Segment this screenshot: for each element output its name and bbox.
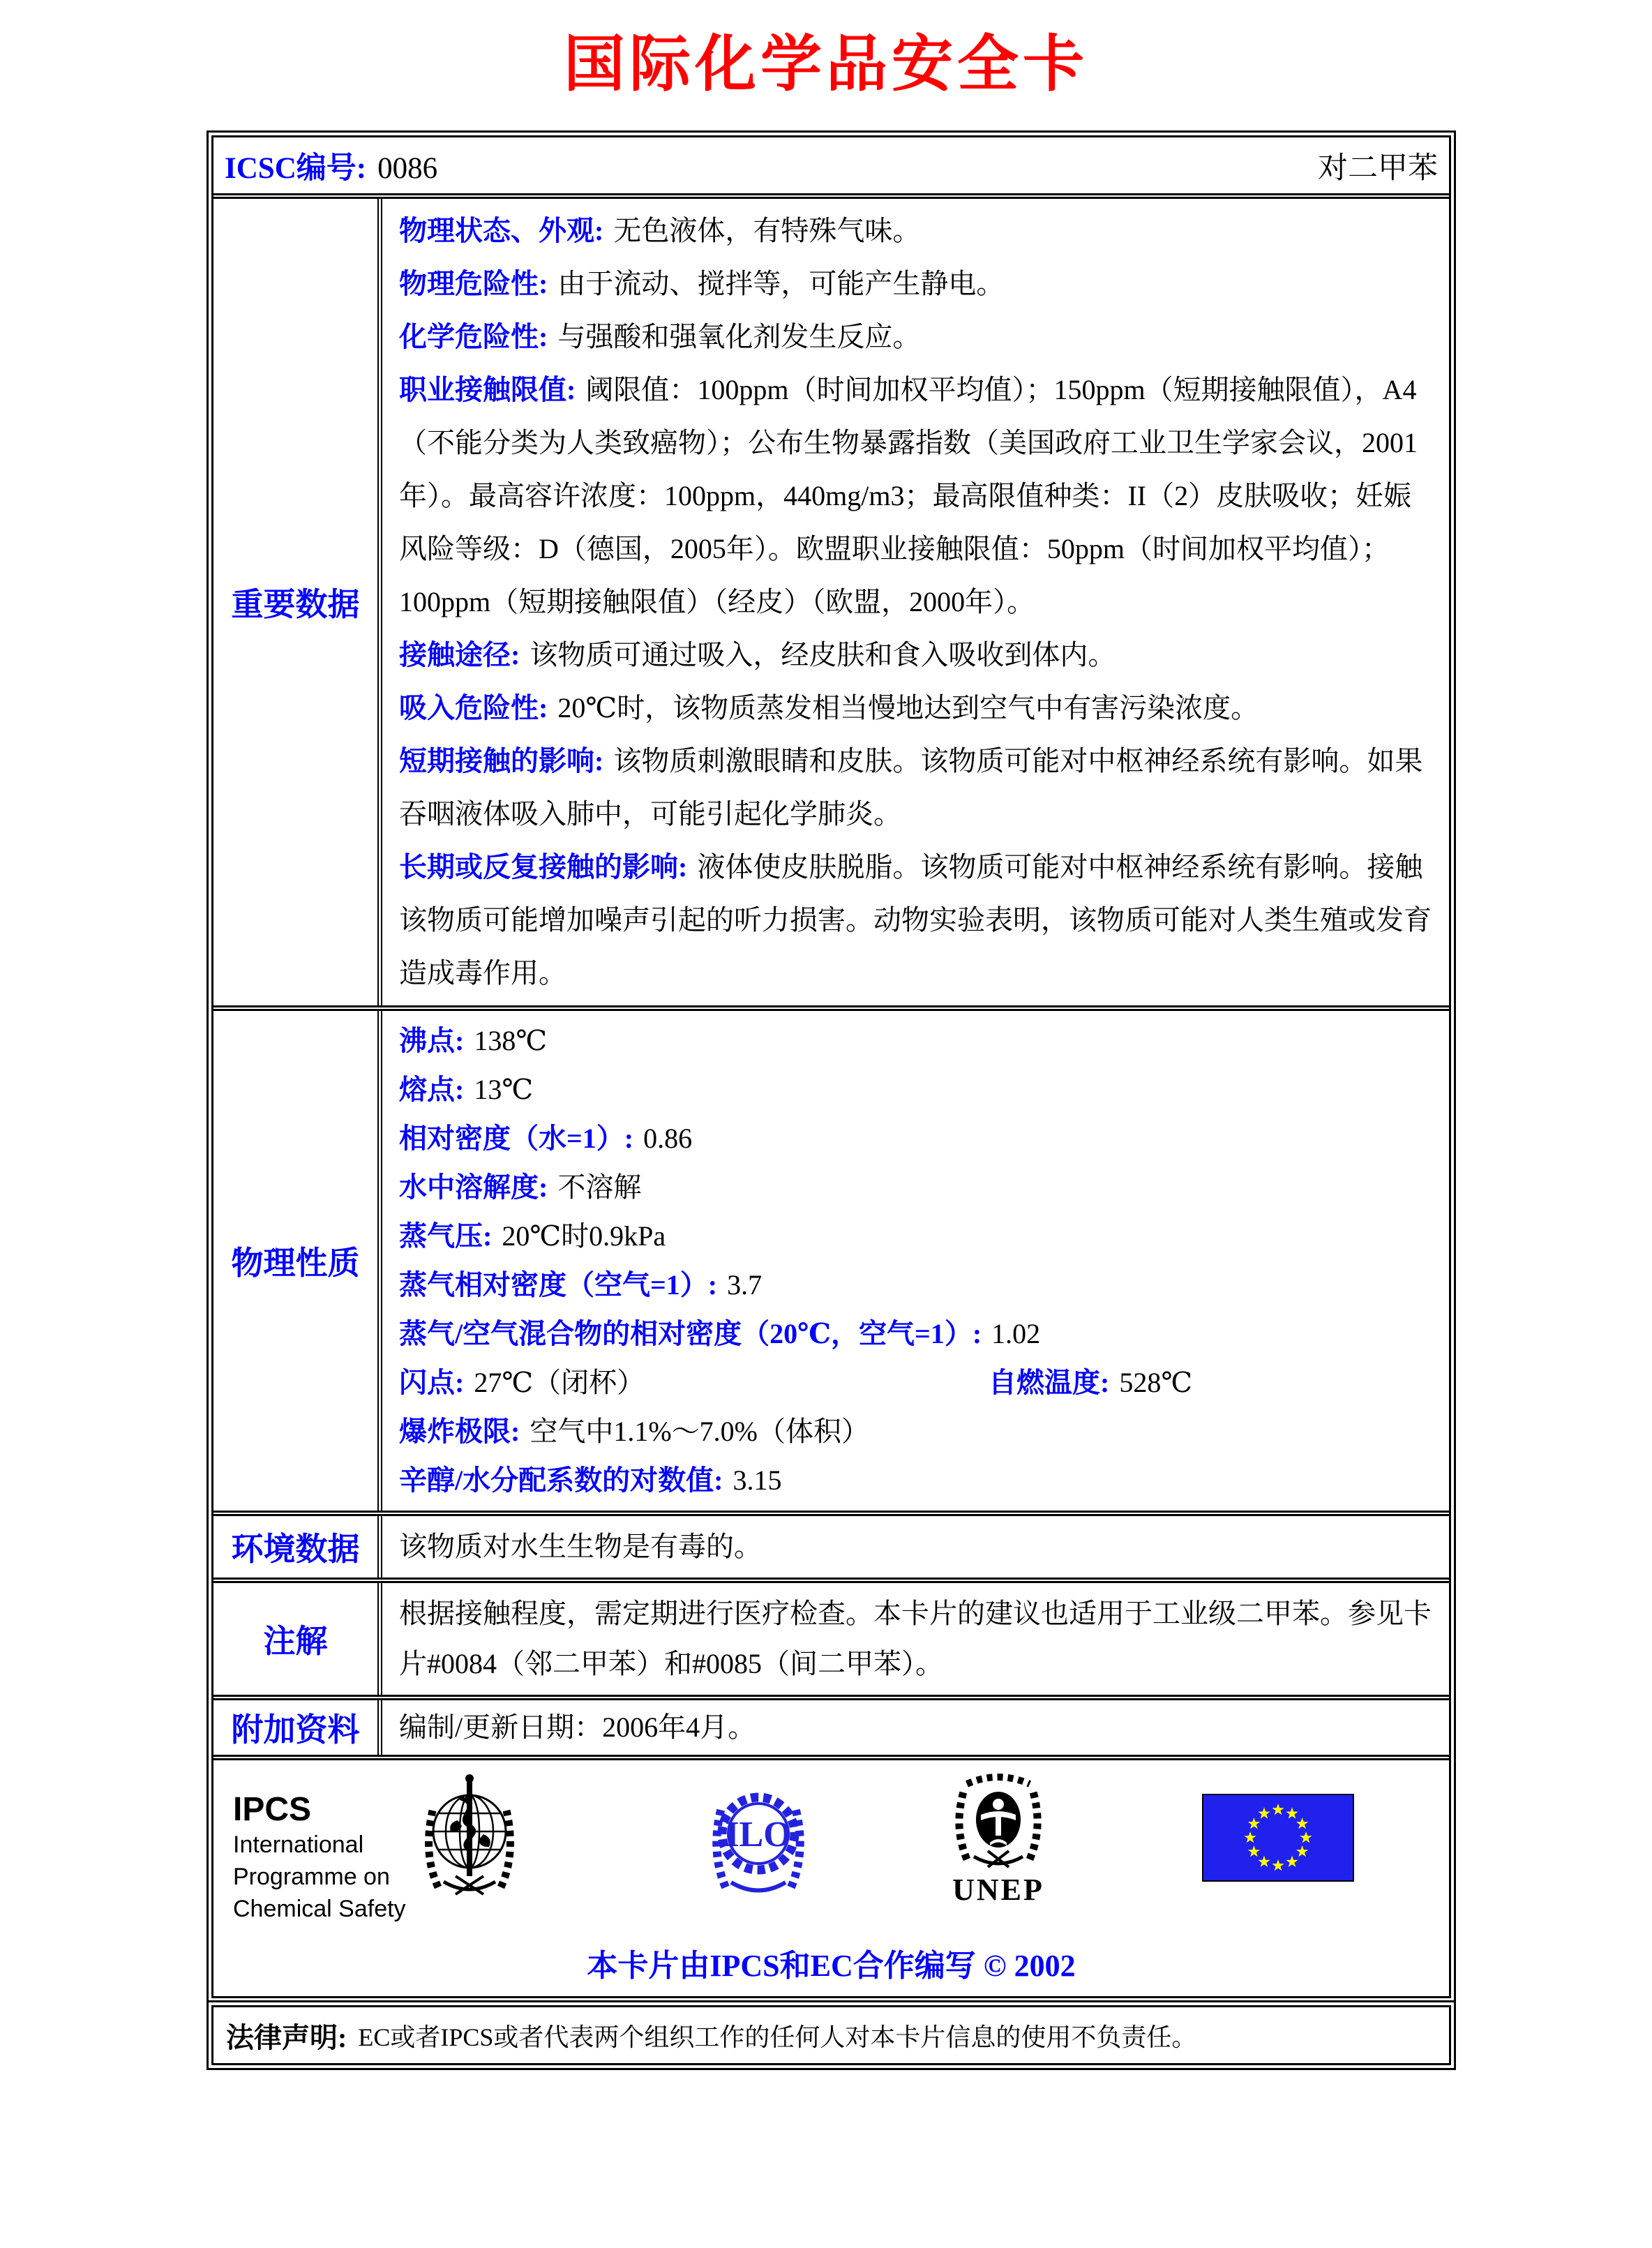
icsc-card-table bbox=[206, 130, 1456, 2003]
important-item: 物理状态、外观: 无色液体，有特殊气味。 bbox=[399, 215, 921, 246]
ipcs-subtitle-line: International bbox=[233, 1831, 364, 1858]
icsc-header-row bbox=[213, 137, 1449, 199]
unep-logo-icon bbox=[939, 1767, 1058, 1906]
section-label-notes: 注解 bbox=[213, 1583, 382, 1695]
ilo-logo-icon bbox=[706, 1774, 811, 1907]
section-label-additional-info: 附加资料 bbox=[213, 1700, 382, 1755]
phys-flash-point-line bbox=[399, 1358, 1432, 1407]
section-environmental-data bbox=[213, 1516, 1449, 1583]
copyright-line: 本卡片由IPCS和EC合作编写 © 2002 bbox=[587, 1949, 1076, 1983]
eu-flag-icon bbox=[1202, 1794, 1354, 1885]
phys-vapor-air-density: 蒸气/空气混合物的相对密度（20℃，空气=1）: 1.02 bbox=[399, 1318, 1041, 1349]
important-item: 长期或反复接触的影响: 液体使皮肤脱脂。该物质可能对中枢神经系统有影响。接触该物质可能增加噪声引起的听力损害。动物实验表明，该物质可能对人类生殖或发育造成毒作用。 bbox=[399, 851, 1432, 989]
additional-info-content: 编制/更新日期：2006年4月。 bbox=[399, 1711, 756, 1743]
ipcs-subtitle-line: Chemical Safety bbox=[233, 1896, 406, 1922]
phys-flash-point: 闪点: 27℃（闭杯） bbox=[399, 1367, 645, 1398]
phys-autoignition-temp: 自燃温度: 528℃ bbox=[989, 1367, 1193, 1398]
phys-vapor-density: 蒸气相对密度（空气=1）: 3.7 bbox=[399, 1269, 763, 1301]
legal-notice-card bbox=[206, 2000, 1456, 2070]
chemical-name: 对二甲苯 bbox=[1318, 151, 1438, 185]
notes-content: 根据接触程度，需定期进行医疗检查。本卡片的建议也适用于工业级二甲苯。参见卡片#0084（邻二甲苯）和#0085（间二甲苯）。 bbox=[399, 1598, 1432, 1679]
ipcs-title: IPCS bbox=[233, 1791, 312, 1828]
logos-row bbox=[213, 1760, 1449, 1996]
icsc-number-value: 0086 bbox=[377, 151, 438, 185]
section-label-important-data: 重要数据 bbox=[213, 199, 382, 1005]
ipcs-subtitle-line: Programme on bbox=[233, 1864, 390, 1890]
unep-label: UNEP bbox=[952, 1873, 1044, 1907]
ipcs-block bbox=[233, 1791, 406, 1925]
important-item: 职业接触限值: 阈限值：100ppm（时间加权平均值）；150ppm（短期接触限值），A4（不能分类为人类致癌物）；公布生物暴露指数（美国政府工业卫生学家会议，2001年）。最高容许浓度：100ppm，440mg/m3；最高限值种类：II（2）皮肤吸收；妊娠风险等级：D（德国，2005年）。欧盟职业接触限值：50ppm（时间加权平均值）；100ppm（短期接触限值）（经皮）（欧盟，2000年）。 bbox=[399, 374, 1418, 617]
phys-vapor-pressure: 蒸气压: 20℃时0.9kPa bbox=[399, 1220, 666, 1252]
important-item: 吸入危险性: 20℃时，该物质蒸发相当慢地达到空气中有害污染浓度。 bbox=[399, 692, 1259, 724]
icsc-number-label: ICSC编号: bbox=[225, 151, 367, 185]
phys-melting-point: 熔点: 13℃ bbox=[399, 1074, 534, 1105]
phys-boiling-point: 沸点: 138℃ bbox=[399, 1025, 548, 1056]
section-physical-properties bbox=[213, 1011, 1449, 1516]
phys-octanol-water: 辛醇/水分配系数的对数值: 3.15 bbox=[399, 1464, 782, 1496]
section-label-environmental-data: 环境数据 bbox=[213, 1516, 382, 1578]
important-item: 物理危险性: 由于流动、搅拌等，可能产生静电。 bbox=[399, 268, 1005, 299]
phys-water-solubility: 水中溶解度: 不溶解 bbox=[399, 1171, 642, 1203]
svg-text:ILO: ILO bbox=[725, 1815, 792, 1854]
page-title: 国际化学品安全卡 bbox=[563, 31, 1088, 99]
section-label-physical-properties: 物理性质 bbox=[213, 1011, 382, 1511]
legal-notice-label: 法律声明: bbox=[226, 2021, 347, 2053]
legal-notice-text: EC或者IPCS或者代表两个组织工作的任何人对本卡片信息的使用不负责任。 bbox=[358, 2023, 1197, 2051]
physical-properties-content bbox=[382, 1011, 1449, 1511]
section-additional-info bbox=[213, 1700, 1449, 1760]
who-logo-icon bbox=[417, 1770, 522, 1913]
important-item: 接触途径: 该物质可通过吸入，经皮肤和食入吸收到体内。 bbox=[399, 639, 1116, 670]
important-item: 短期接触的影响: 该物质刺激眼睛和皮肤。该物质可能对中枢神经系统有影响。如果吞咽液体吸入肺中，可能引起化学肺炎。 bbox=[399, 745, 1423, 830]
section-important-data bbox=[213, 199, 1449, 1011]
important-data-content bbox=[382, 199, 1449, 1005]
icsc-number-group bbox=[225, 144, 437, 187]
environmental-data-content: 该物质对水生生物是有毒的。 bbox=[399, 1531, 762, 1562]
important-item: 化学危险性: 与强酸和强氧化剂发生反应。 bbox=[399, 321, 921, 352]
section-notes bbox=[213, 1583, 1449, 1700]
phys-relative-density: 相对密度（水=1）: 0.86 bbox=[399, 1123, 693, 1154]
phys-explosive-limits: 爆炸极限: 空气中1.1%～7.0%（体积） bbox=[399, 1416, 869, 1447]
